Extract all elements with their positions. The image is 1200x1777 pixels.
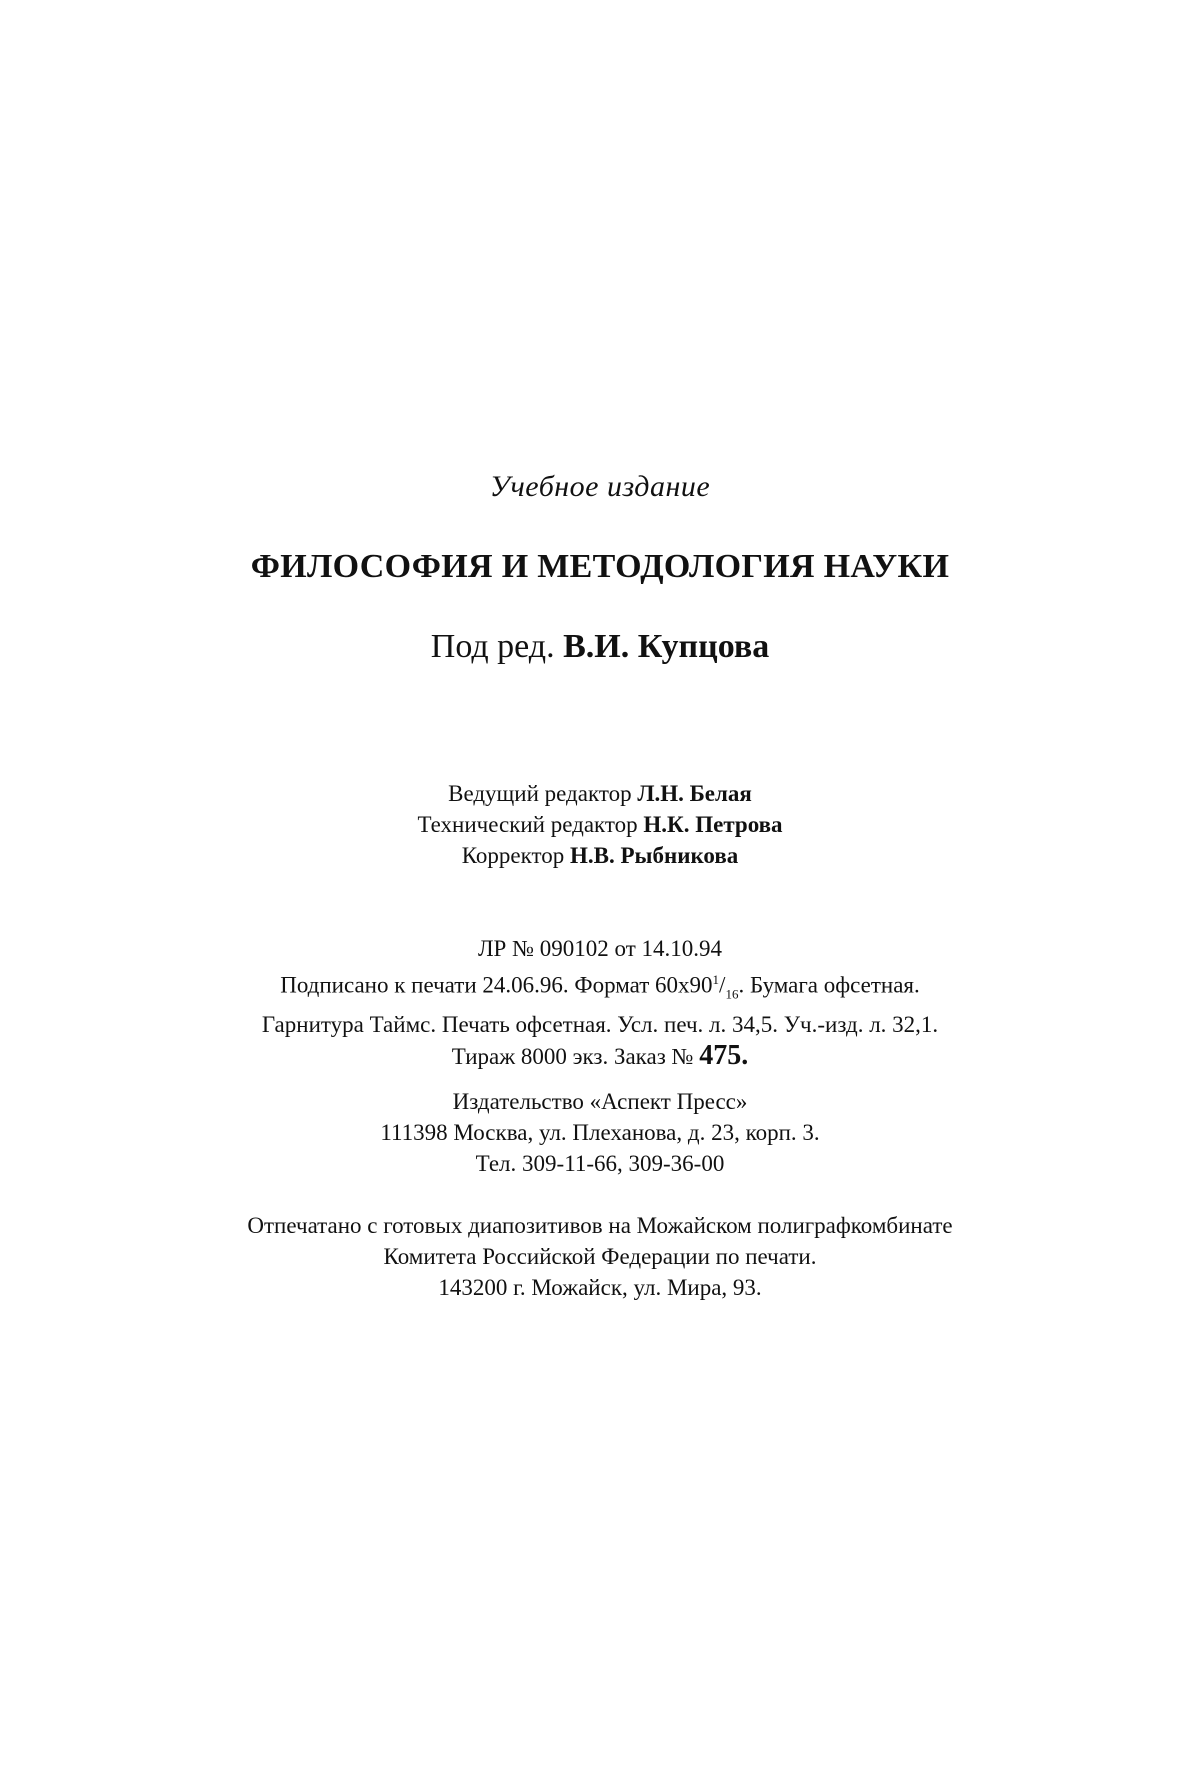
book-title-text: ФИЛОСОФИЯ И МЕТОДОЛОГИЯ НАУКИ [250,548,950,585]
publisher-info [0,1086,1200,1179]
printer-info [0,1210,1200,1303]
publisher-name: Издательство «Аспект Пресс» [452,1089,748,1114]
signed-format-line [0,964,1200,1009]
staff-role: Корректор [461,843,565,868]
signed-suffix: . Бумага офсетная. [738,972,920,998]
printer-line: Отпечатано с готовых диапозитивов на Можайском полиграфкомбинате [247,1213,953,1238]
staff-name: Л.Н. Белая [637,781,752,806]
edition-type-text: Учебное издание [489,470,711,503]
typeface-line: Гарнитура Таймс. Печать офсетная. Усл. печ. л. 34,5. Уч.-изд. л. 32,1. [261,1012,939,1038]
editor-prefix: Под ред. [430,628,555,665]
signed-prefix: Подписано к печати 24.06.96. Формат 60х90 [280,972,713,998]
license-line: ЛР № 090102 от 14.10.94 [477,936,723,961]
print-run-line [0,1040,1200,1072]
editor-name: В.И. Купцова [563,628,770,665]
staff-name: Н.В. Рыбникова [569,843,739,868]
staff-credits [0,778,1200,871]
publisher-address: 111398 Москва, ул. Плеханова, д. 23, корп. 3. [380,1120,820,1145]
format-sup: 1 [712,972,720,987]
print-run-prefix: Тираж 8000 экз. Заказ № [451,1044,694,1070]
editor-line [0,628,1200,666]
format-sub: 16 [725,986,739,1002]
publisher-phone: Тел. 309-11-66, 309-36-00 [475,1151,725,1176]
order-number: 475. [699,1040,749,1072]
staff-role: Технический редактор [417,812,638,837]
staff-line-proofreader [0,840,1200,871]
staff-role: Ведущий редактор [448,781,632,806]
book-title [0,548,1200,586]
format-slash: / [719,972,726,998]
staff-line-tech-editor [0,809,1200,840]
staff-name: Н.К. Петрова [643,812,783,837]
staff-line-lead-editor [0,778,1200,809]
printer-address: 143200 г. Можайск, ул. Мира, 93. [438,1275,762,1300]
printer-line: Комитета Российской Федерации по печати. [383,1244,817,1269]
imprint-details [0,933,1200,1072]
edition-type [0,470,1200,504]
